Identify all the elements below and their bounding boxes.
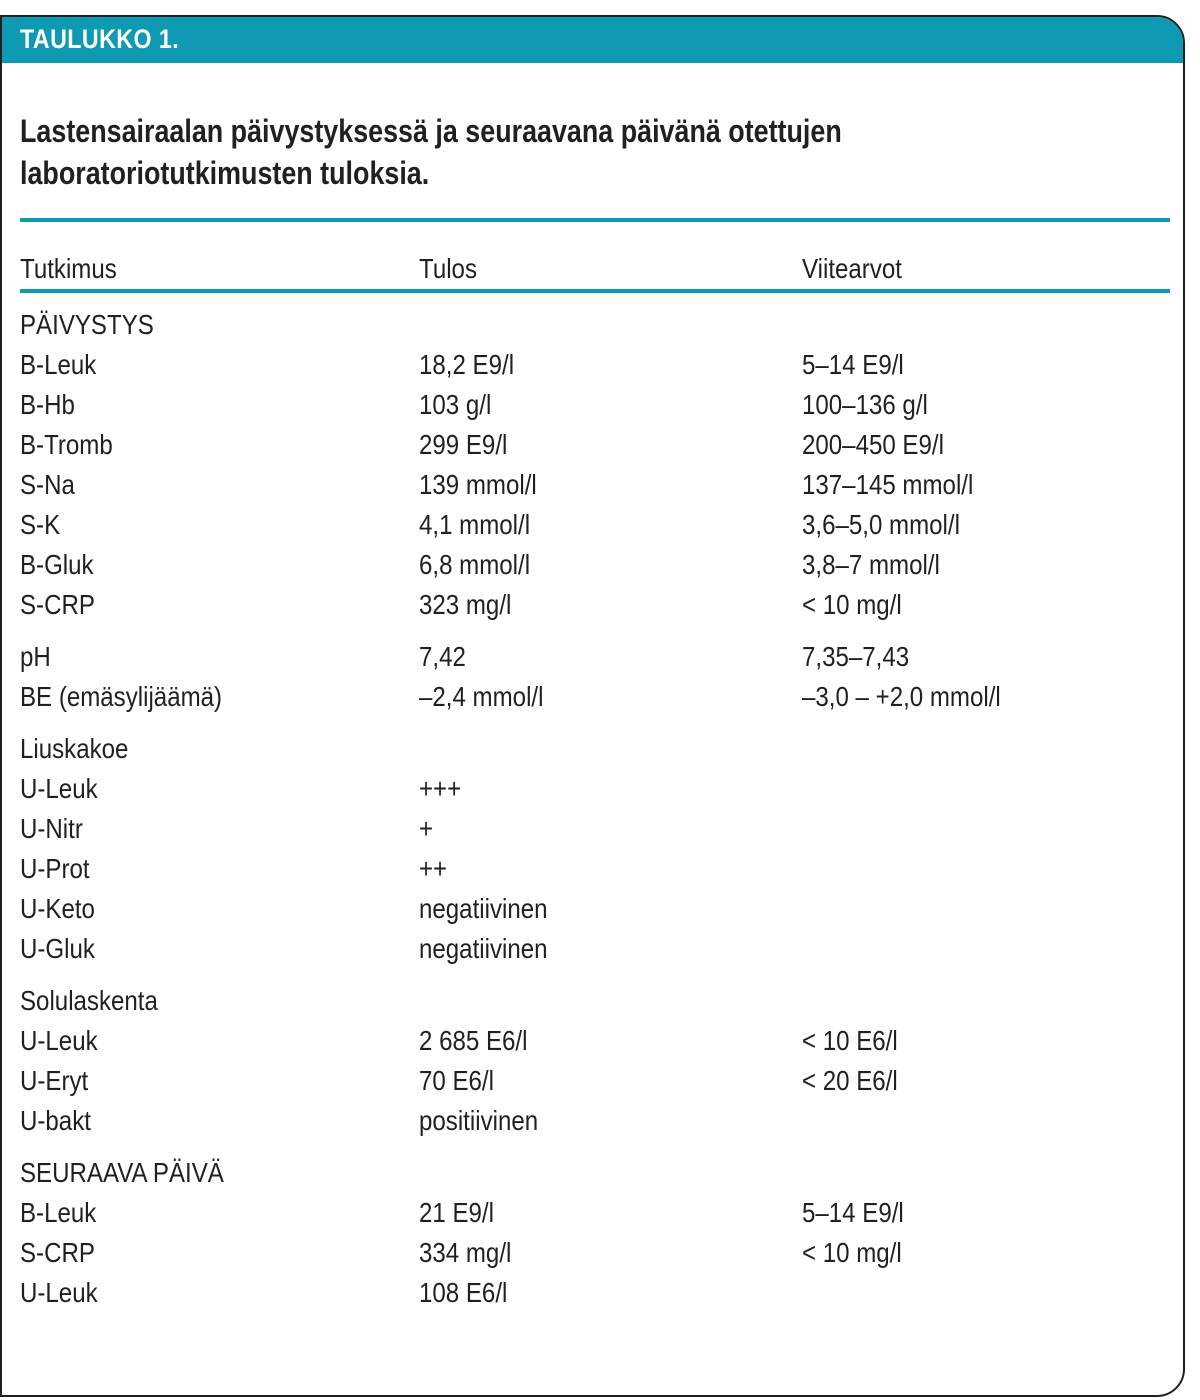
cell-reference: 100–136 g/l [802,389,928,420]
cell-test: S-K [20,509,61,540]
cell-result: negatiivinen [419,933,548,964]
cell-result: ++ [419,853,448,884]
table-header-bar [2,17,1183,63]
cell-reference: 137–145 mmol/l [802,469,974,500]
cell-result: 299 E9/l [419,429,508,460]
cell-test: U-Nitr [20,813,83,844]
cell-reference: < 20 E6/l [802,1065,898,1096]
table-row [2,467,1185,503]
cell-test: U-Prot [20,853,90,884]
cell-reference: 3,8–7 mmol/l [802,549,940,580]
table-row [2,891,1185,927]
cell-result: 108 E6/l [419,1277,508,1308]
cell-test: Solulaskenta [20,985,158,1016]
cell-test: S-CRP [20,1237,95,1268]
table-row [2,851,1185,887]
cell-test: U-Eryt [20,1065,89,1096]
table-row [2,347,1185,383]
cell-test: U-Leuk [20,1025,98,1056]
table-caption [20,110,944,194]
cell-test: B-Hb [20,389,75,420]
cell-result: 323 mg/l [419,589,512,620]
cell-result: + [419,813,434,844]
table-row [2,507,1185,543]
cell-test: U-Leuk [20,1277,98,1308]
table-row [2,679,1185,715]
cell-result: 103 g/l [419,389,492,420]
table-number-label: TAULUKKO 1. [20,24,180,54]
table-frame [0,15,1185,1397]
cell-result: 21 E9/l [419,1197,494,1228]
table-row [2,427,1185,463]
cell-test: Liuskakoe [20,733,129,764]
header-top-rule [20,218,1170,222]
cell-test: U-Leuk [20,773,98,804]
cell-result: 6,8 mmol/l [419,549,531,580]
cell-test: U-Gluk [20,933,95,964]
table-row [2,1103,1185,1139]
cell-reference: –3,0 – +2,0 mmol/l [802,681,1001,712]
cell-reference: 7,35–7,43 [802,641,910,672]
cell-test: S-CRP [20,589,95,620]
table-row [2,1063,1185,1099]
header-bottom-rule [20,289,1170,293]
cell-test: U-Keto [20,893,95,924]
cell-reference: < 10 mg/l [802,589,902,620]
cell-result: positiivinen [419,1105,539,1136]
cell-test: B-Leuk [20,1197,97,1228]
caption-line-2: laboratoriotutkimusten tuloksia. [20,155,430,191]
cell-test: S-Na [20,469,75,500]
table-row [2,587,1185,623]
table-row [2,771,1185,807]
cell-result: 7,42 [419,641,466,672]
table-row [2,1155,1185,1191]
cell-test: B-Leuk [20,349,97,380]
table-row [2,1023,1185,1059]
cell-reference: 200–450 E9/l [802,429,944,460]
cell-test: B-Gluk [20,549,94,580]
table-row [2,547,1185,583]
table-row [2,1275,1185,1311]
table-row [2,931,1185,967]
cell-test: pH [20,641,51,672]
column-header-row [2,253,1185,287]
column-header-result: Tulos [419,253,477,284]
cell-test: U-bakt [20,1105,91,1136]
cell-reference: 5–14 E9/l [802,1197,904,1228]
cell-test: SEURAAVA PÄIVÄ [20,1157,224,1188]
table-row [2,731,1185,767]
cell-result: 18,2 E9/l [419,349,515,380]
cell-test: PÄIVYSTYS [20,309,154,340]
table-row [2,983,1185,1019]
table-row [2,307,1185,343]
caption-line-1: Lastensairaalan päivystyksessä ja seuraavana päivänä otettujen [20,113,842,149]
cell-reference: 5–14 E9/l [802,349,904,380]
cell-reference: < 10 mg/l [802,1237,902,1268]
cell-test: BE (emäsylijäämä) [20,681,223,712]
cell-result: 334 mg/l [419,1237,512,1268]
table-row [2,1235,1185,1271]
table-row [2,1195,1185,1231]
cell-reference: 3,6–5,0 mmol/l [802,509,960,540]
table-row [2,811,1185,847]
cell-result: –2,4 mmol/l [419,681,544,712]
table-row [2,639,1185,675]
column-header-reference: Viitearvot [802,253,902,284]
cell-result: 139 mmol/l [419,469,537,500]
column-header-test: Tutkimus [20,253,117,284]
cell-result: 70 E6/l [419,1065,494,1096]
cell-reference: < 10 E6/l [802,1025,898,1056]
cell-test: B-Tromb [20,429,113,460]
cell-result: 4,1 mmol/l [419,509,531,540]
cell-result: 2 685 E6/l [419,1025,528,1056]
cell-result: +++ [419,773,462,804]
table-row [2,387,1185,423]
cell-result: negatiivinen [419,893,548,924]
